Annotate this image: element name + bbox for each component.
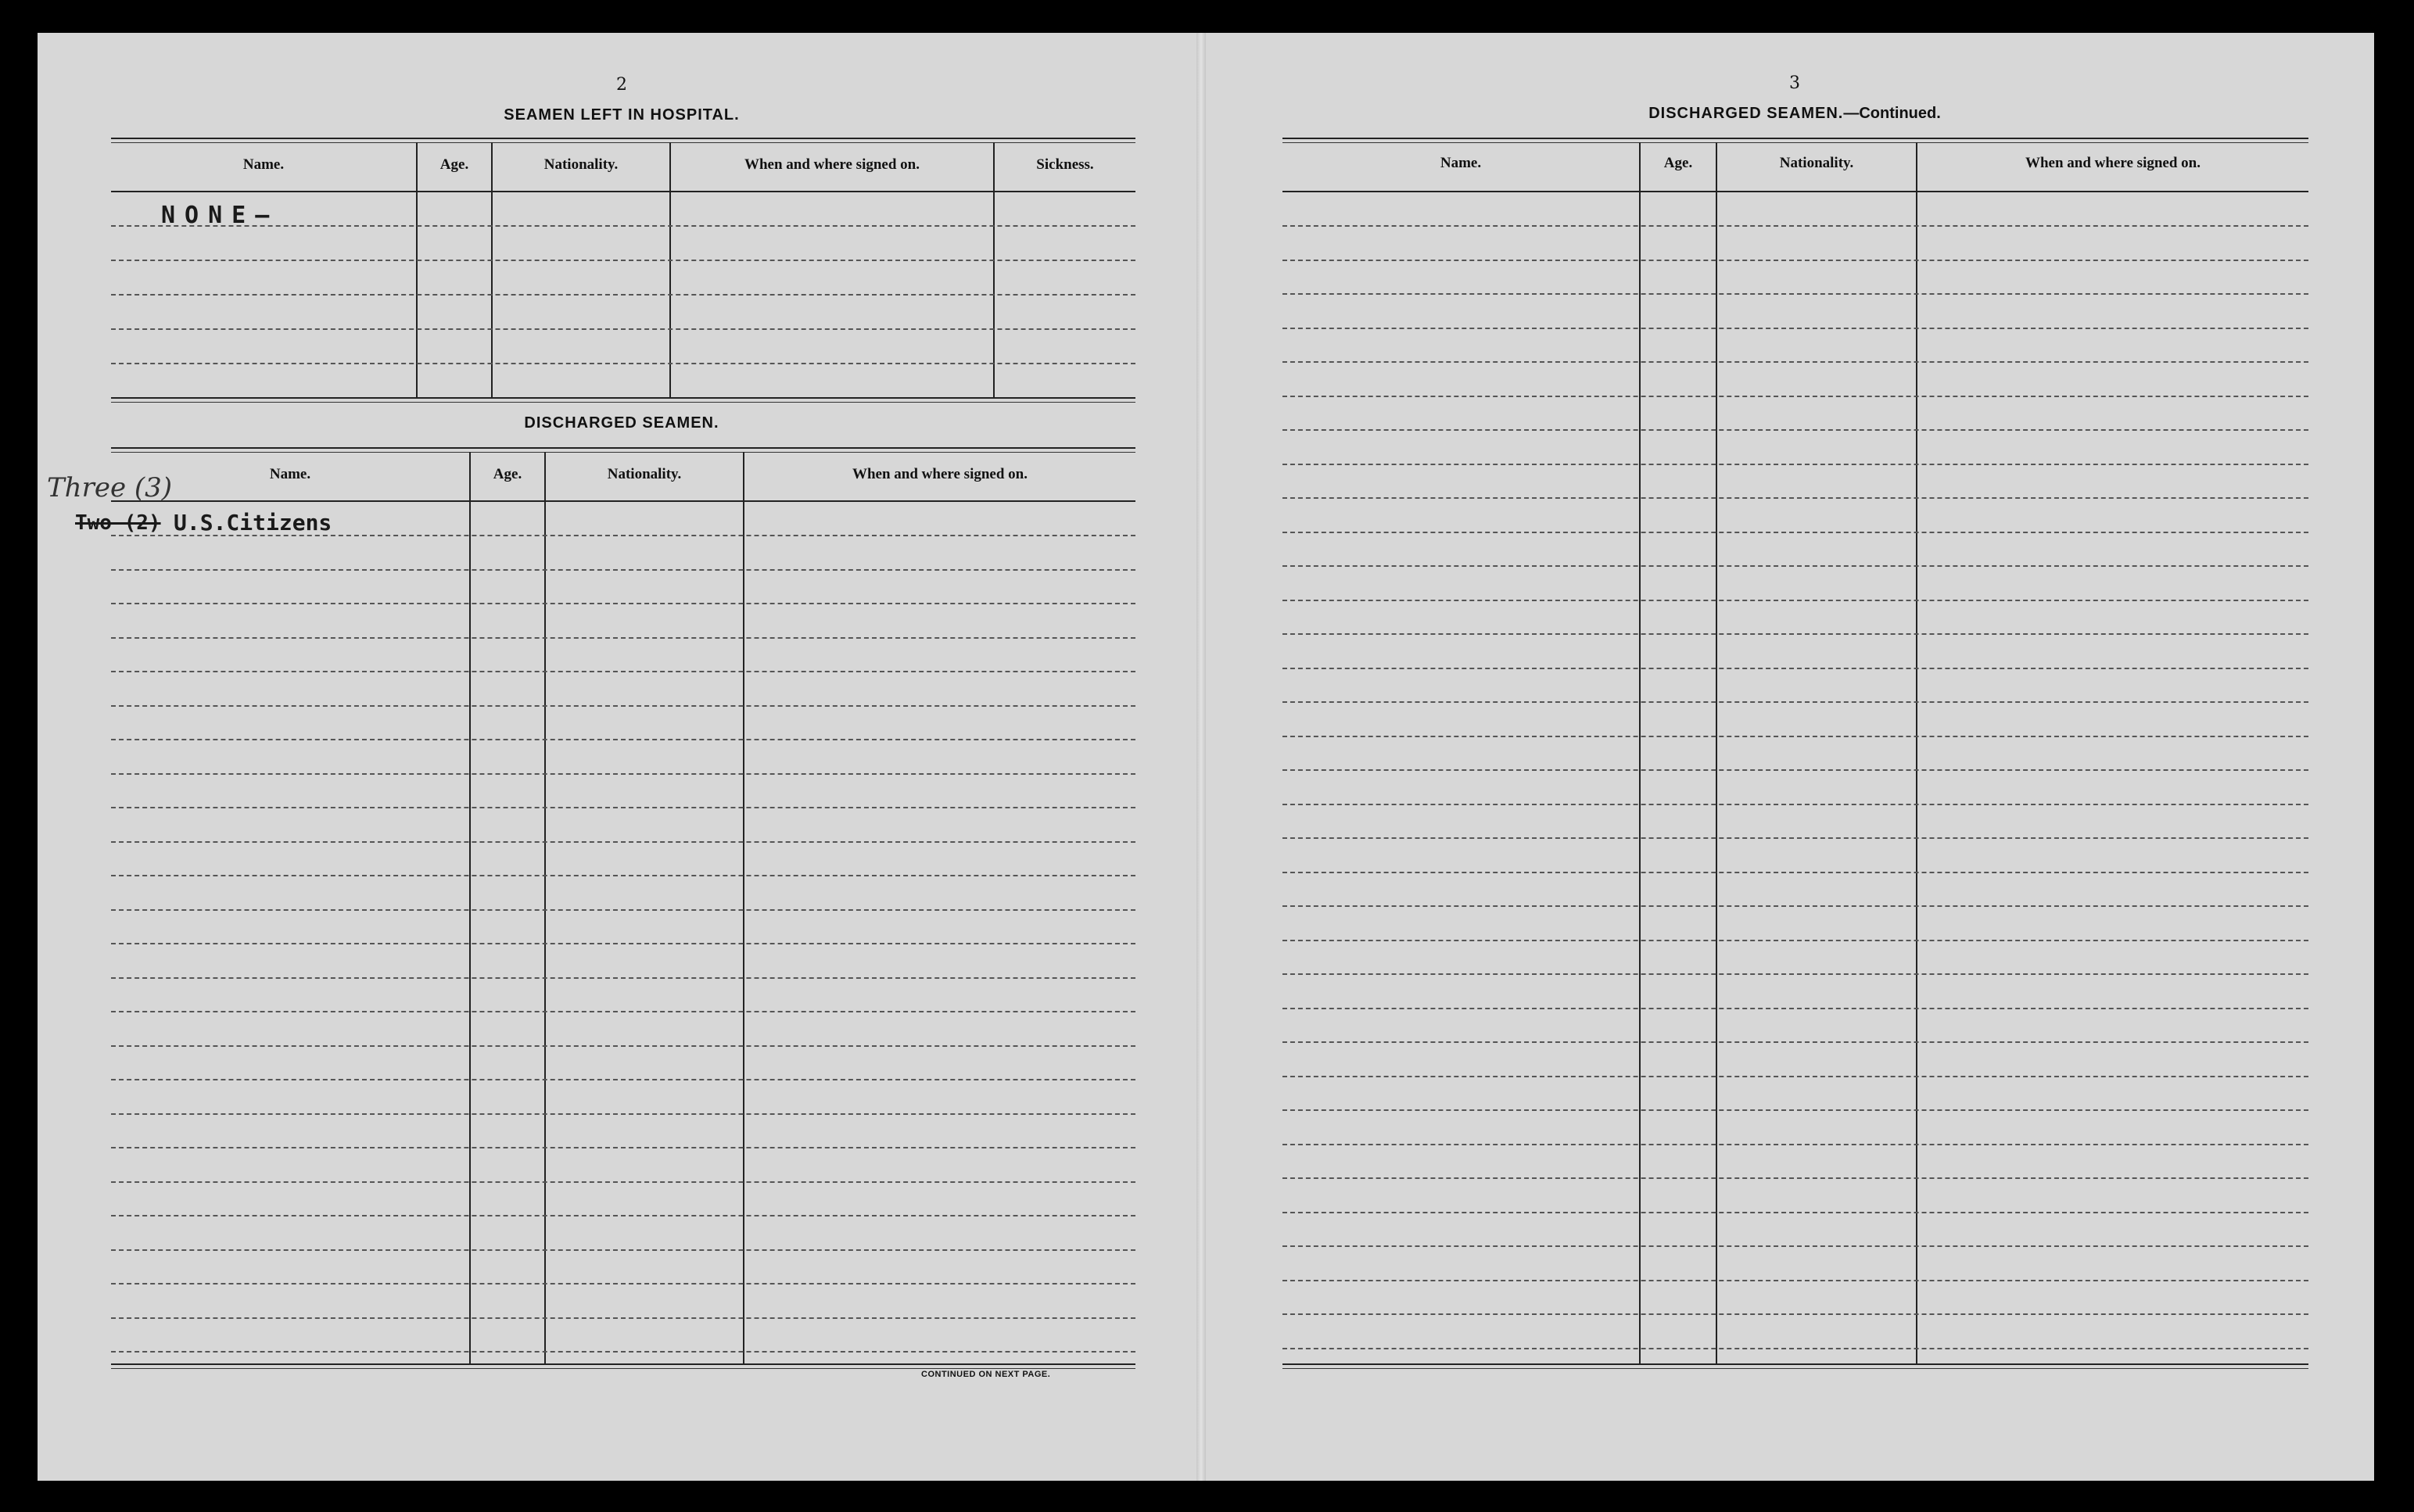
table-row-line (111, 671, 1135, 672)
table-row-line (111, 1079, 1135, 1080)
page-number-right: 3 (1789, 73, 1800, 93)
discharged-col-age: Age. (493, 466, 522, 482)
table-row-line (1282, 1144, 2308, 1145)
table-row-line (1282, 1212, 2308, 1213)
table-row-line (111, 739, 1135, 740)
table-row-line (1282, 565, 2308, 567)
right-col-divider (1639, 142, 1641, 1363)
right-col-divider (1916, 142, 1917, 1363)
struck-annotation: Two (2) (75, 511, 161, 535)
hospital-col-nationality: Nationality. (543, 156, 619, 173)
table-row-line (1282, 872, 2308, 873)
hospital-col-name: Name. (242, 156, 285, 173)
table-row-line (1282, 260, 2308, 261)
page-fold (1196, 33, 1206, 1481)
table-row-line (1282, 497, 2308, 499)
document-sheet (38, 33, 2374, 1481)
table-row-line (111, 1147, 1135, 1148)
table-row-line (111, 637, 1135, 639)
table-row-line (111, 875, 1135, 876)
table-row-line (111, 977, 1135, 979)
hospital-col-age: Age. (439, 156, 469, 173)
table-row-line (111, 1113, 1135, 1115)
right-col-nationality: Nationality. (1779, 155, 1854, 171)
table-row-line (111, 1011, 1135, 1012)
right-col-name: Name. (1440, 155, 1482, 171)
hospital-header-rule (111, 191, 1135, 192)
table-row-line (1282, 1109, 2308, 1111)
hospital-row-line (111, 294, 1135, 296)
table-row-line (1282, 769, 2308, 771)
table-row-line (1282, 1348, 2308, 1349)
table-row-line (1282, 328, 2308, 329)
table-row-line (1282, 225, 2308, 227)
right-col-age: Age. (1663, 155, 1693, 171)
discharged-bottom-rule (111, 1363, 1135, 1365)
table-row-line (1282, 1008, 2308, 1009)
table-row-line (1282, 600, 2308, 601)
table-row-line (1282, 940, 2308, 941)
table-row-line (111, 1283, 1135, 1284)
table-row-line (1282, 532, 2308, 533)
hospital-col-divider (669, 142, 671, 397)
table-row-line (111, 807, 1135, 808)
table-row-line (111, 1317, 1135, 1319)
discharged-entry-citizens: U.S.Citizens (174, 510, 332, 536)
hospital-section-title: SEAMEN LEFT IN HOSPITAL. (504, 106, 740, 124)
discharged-top-rule (111, 447, 1135, 449)
table-row-line (1282, 396, 2308, 397)
table-row-line (1282, 1245, 2308, 1247)
discharged-col-divider (469, 452, 471, 1363)
right-header-rule (1282, 191, 2308, 192)
discharged-bottom-rule-2 (111, 1368, 1135, 1369)
table-row-line (1282, 1280, 2308, 1281)
discharged-col-divider (743, 452, 744, 1363)
table-row-line (111, 705, 1135, 707)
table-row-line (1282, 633, 2308, 635)
table-row-line (111, 1181, 1135, 1183)
right-col-divider (1716, 142, 1717, 1363)
table-row-line (111, 1351, 1135, 1353)
discharged-col-signed-on: When and where signed on. (852, 466, 1028, 482)
right-section-title: DISCHARGED SEAMEN.—Continued. (1648, 105, 1941, 122)
table-row-line (1282, 1041, 2308, 1043)
handwritten-three: Three (3) (47, 472, 173, 503)
table-row-line (1282, 1313, 2308, 1315)
table-row-line (111, 1215, 1135, 1216)
table-row-line (1282, 293, 2308, 295)
right-col-signed-on: When and where signed on. (2025, 155, 2201, 171)
table-row-line (111, 1249, 1135, 1251)
hospital-bottom-rule (111, 397, 1135, 399)
discharged-section-title: DISCHARGED SEAMEN. (524, 414, 719, 432)
hospital-col-signed-on: When and where signed on. (744, 156, 920, 173)
table-row-line (111, 569, 1135, 571)
hospital-col-divider (416, 142, 418, 397)
table-row-line (111, 603, 1135, 604)
hospital-col-divider (491, 142, 493, 397)
hospital-row-line (111, 363, 1135, 364)
table-row-line (111, 1045, 1135, 1047)
table-row-line (1282, 1177, 2308, 1179)
discharged-top-rule-2 (111, 452, 1135, 453)
hospital-top-rule (111, 138, 1135, 139)
hospital-col-sickness: Sickness. (1036, 156, 1094, 173)
discharged-col-nationality: Nationality. (607, 466, 682, 482)
hospital-entry-none: NONE— (161, 202, 279, 229)
hospital-col-divider (993, 142, 995, 397)
table-row-line (1282, 668, 2308, 669)
right-bottom-rule-2 (1282, 1368, 2308, 1369)
table-row-line (1282, 973, 2308, 975)
discharged-header-rule (111, 500, 1135, 502)
hospital-bottom-rule-2 (111, 402, 1135, 403)
page-number-left: 2 (616, 75, 627, 95)
table-row-line (1282, 736, 2308, 737)
table-row-line (111, 773, 1135, 775)
table-row-line (1282, 1076, 2308, 1077)
right-bottom-rule (1282, 1363, 2308, 1365)
table-row-line (1282, 429, 2308, 431)
table-row-line (1282, 837, 2308, 839)
right-top-rule (1282, 138, 2308, 139)
table-row-line (111, 909, 1135, 911)
discharged-col-name: Name. (269, 466, 311, 482)
table-row-line (1282, 804, 2308, 805)
hospital-row-line (111, 260, 1135, 261)
hospital-row-line (111, 328, 1135, 330)
hospital-top-rule-2 (111, 142, 1135, 143)
right-top-rule-2 (1282, 142, 2308, 143)
table-row-line (111, 943, 1135, 944)
table-row-line (1282, 701, 2308, 703)
table-row-line (1282, 905, 2308, 907)
continued-footer: CONTINUED ON NEXT PAGE. (921, 1370, 1051, 1379)
discharged-col-divider (544, 452, 546, 1363)
table-row-line (111, 841, 1135, 843)
table-row-line (1282, 361, 2308, 363)
table-row-line (1282, 464, 2308, 465)
